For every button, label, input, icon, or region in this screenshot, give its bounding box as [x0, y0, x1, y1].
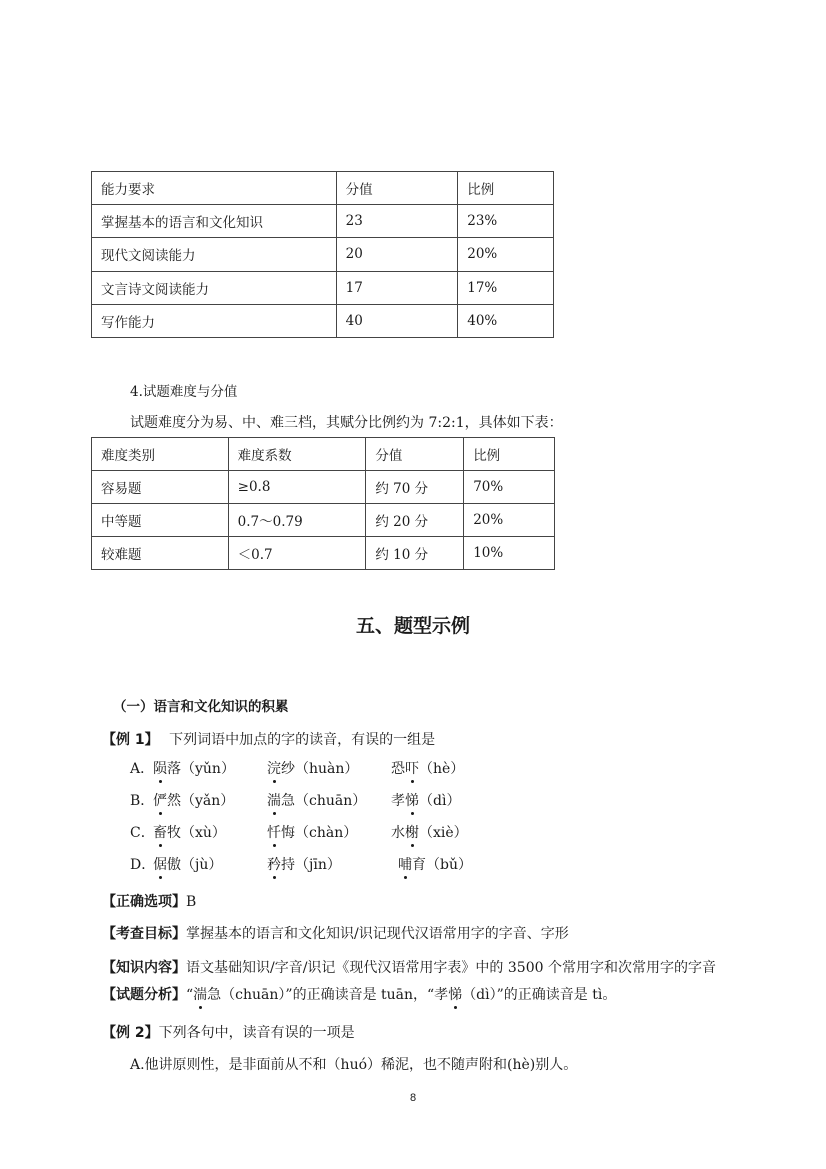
example-2-option-a: A.他讲原则性，是非面前从不和（huó）稀泥，也不随声附和(hè)别人。 — [130, 1057, 578, 1073]
option-c-item-3: 水榭（xiè） — [391, 822, 468, 842]
option-d-letter: D． — [130, 857, 156, 873]
option-c-item-2: 忏悔（chàn） — [267, 822, 357, 842]
table-header-cell: 分值 — [336, 172, 458, 205]
table-row — [92, 537, 555, 570]
option-b-item-2: 湍急（chuān） — [267, 790, 366, 810]
table-cell: 70% — [464, 471, 555, 504]
content-line — [102, 957, 716, 977]
table-cell: 0.7～0.79 — [228, 504, 366, 537]
table-cell: 20 — [336, 238, 458, 271]
table-cell: 23 — [336, 205, 458, 238]
option-d-item-3: 哺育（bǔ） — [398, 854, 472, 874]
example-1-label: 【例 1】 — [102, 732, 159, 748]
difficulty-intro: 试题难度分为易、中、难三档，其赋分比例约为 7:2:1，具体如下表： — [130, 415, 563, 431]
table-row — [92, 471, 555, 504]
example-2-label: 【例 2】 — [102, 1025, 159, 1041]
table-cell: 中等题 — [92, 504, 229, 537]
table-cell: 23% — [458, 205, 554, 238]
subsection-heading: （一）语言和文化知识的积累 — [113, 699, 289, 715]
objective-line — [102, 923, 569, 943]
option-d-item-1: 倨傲（jù） — [153, 854, 222, 874]
objective-label: 【考查目标】 — [102, 926, 186, 942]
table-header-cell: 难度类别 — [92, 438, 229, 471]
option-a-item-2: 浣纱（huàn） — [267, 758, 358, 778]
answer-label: 【正确选项】 — [102, 894, 186, 910]
answer-line — [102, 891, 196, 911]
option-a-item-1: 陨落（yǔn） — [153, 758, 235, 778]
table-row — [92, 271, 554, 304]
dotted-char: 矜 — [267, 854, 281, 874]
table-cell: 约 10 分 — [366, 537, 464, 570]
dotted-char: 悌 — [448, 984, 462, 1004]
table-header-cell: 比例 — [464, 438, 555, 471]
dotted-char: 畜 — [153, 822, 167, 842]
table-row — [92, 304, 554, 337]
dotted-char: 悌 — [405, 790, 419, 810]
table-row — [92, 238, 554, 271]
table-cell: 约 70 分 — [366, 471, 464, 504]
table-header-cell: 分值 — [366, 438, 464, 471]
table-cell: 写作能力 — [92, 304, 337, 337]
table-cell: 现代文阅读能力 — [92, 238, 337, 271]
section-title: 五、题型示例 — [355, 615, 470, 637]
option-c-letter: C． — [130, 825, 155, 841]
table-cell: 20% — [464, 504, 555, 537]
option-c-item-1: 畜牧（xù） — [153, 822, 226, 842]
option-d-item-2: 矜持（jīn） — [267, 854, 341, 874]
dotted-char: 吓 — [405, 758, 419, 778]
table-cell: 17% — [458, 271, 554, 304]
example-2-text: 下列各句中，读音有误的一项是 — [158, 1025, 355, 1041]
ability-table — [91, 171, 554, 338]
dotted-char: 湍 — [193, 984, 207, 1004]
dotted-char: 哺 — [398, 854, 412, 874]
analysis-text: （dì）”的正确读音是 tì。 — [462, 987, 617, 1003]
table-header-row — [92, 438, 555, 471]
example-1-question — [102, 729, 435, 749]
table-header-cell: 比例 — [458, 172, 554, 205]
table-cell: ≥0.8 — [228, 471, 366, 504]
answer-value: B — [186, 894, 197, 910]
dotted-char: 湍 — [267, 790, 281, 810]
example-2-question — [102, 1022, 355, 1042]
table-cell: 17 — [336, 271, 458, 304]
dotted-char: 倨 — [153, 854, 167, 874]
analysis-line — [102, 984, 616, 1004]
difficulty-table — [91, 437, 555, 570]
dotted-char: 榭 — [405, 822, 419, 842]
option-b-item-3: 孝悌（dì） — [391, 790, 460, 810]
table-cell: 40 — [336, 304, 458, 337]
option-a-letter: A． — [130, 761, 155, 777]
table-header-cell: 能力要求 — [92, 172, 337, 205]
dotted-char: 浣 — [267, 758, 281, 778]
content-label: 【知识内容】 — [102, 960, 186, 976]
table-cell: 较难题 — [92, 537, 229, 570]
table-row — [92, 205, 554, 238]
analysis-label: 【试题分析】 — [102, 987, 186, 1003]
dotted-char: 陨 — [153, 758, 167, 778]
option-a-item-3: 恐吓（hè） — [391, 758, 464, 778]
example-1-text: 下列词语中加点的字的读音，有误的一组是 — [169, 732, 436, 748]
table-cell: 40% — [458, 304, 554, 337]
analysis-text: 急（chuān）”的正确读音是 tuān，“孝 — [207, 987, 449, 1003]
page-number: 8 — [409, 1092, 417, 1104]
dotted-char: 俨 — [153, 790, 167, 810]
table-row — [92, 504, 555, 537]
table-header-cell: 难度系数 — [228, 438, 366, 471]
table-cell: 掌握基本的语言和文化知识 — [92, 205, 337, 238]
option-b-letter: B． — [130, 793, 155, 809]
table-cell: 20% — [458, 238, 554, 271]
table-cell: 10% — [464, 537, 555, 570]
difficulty-heading: 4.试题难度与分值 — [130, 384, 238, 400]
table-cell: ＜0.7 — [228, 537, 366, 570]
objective-value: 掌握基本的语言和文化知识/识记现代汉语常用字的字音、字形 — [186, 926, 569, 942]
option-b-item-1: 俨然（yǎn） — [153, 790, 234, 810]
content-value: 语文基础知识/字音/识记《现代汉语常用字表》中的 3500 个常用字和次常用字的字音 — [186, 960, 716, 976]
table-cell: 文言诗文阅读能力 — [92, 271, 337, 304]
analysis-text: “ — [186, 987, 194, 1003]
table-header-row — [92, 172, 554, 205]
table-cell: 约 20 分 — [366, 504, 464, 537]
table-cell: 容易题 — [92, 471, 229, 504]
dotted-char: 忏 — [267, 822, 281, 842]
